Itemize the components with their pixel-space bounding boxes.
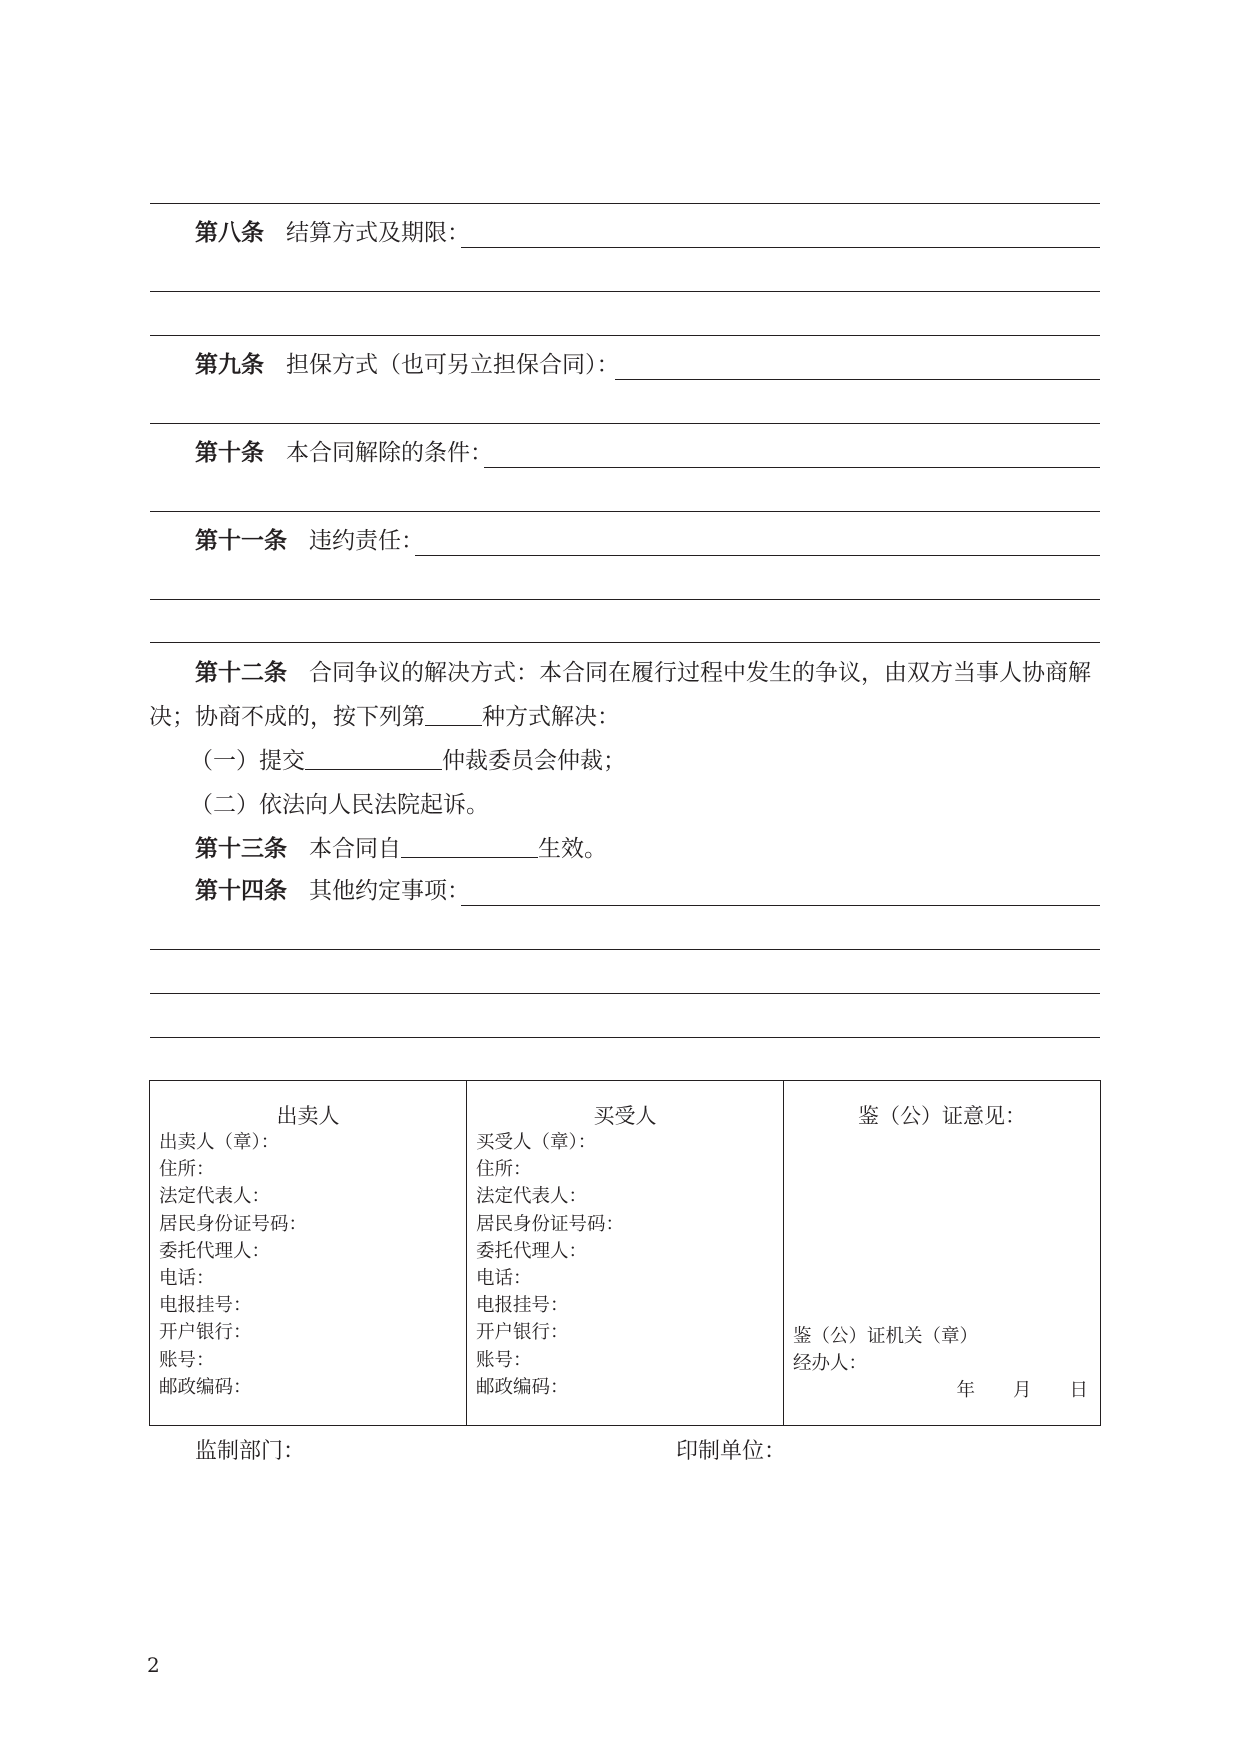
article-11 bbox=[195, 526, 424, 556]
buyer-address-field[interactable]: 住所： bbox=[476, 1159, 532, 1181]
article-13-label: 第十三条 bbox=[195, 836, 287, 862]
article-11-label: 第十一条 bbox=[195, 528, 287, 554]
date-day-label: 日 bbox=[1069, 1380, 1088, 1401]
seller-column bbox=[150, 1081, 466, 1425]
buyer-postcode-field[interactable]: 邮政编码： bbox=[476, 1376, 569, 1398]
article-11-text: 违约责任： bbox=[309, 528, 424, 554]
article-8-label: 第八条 bbox=[195, 220, 264, 246]
supervisor-label: 监制部门： bbox=[195, 1439, 306, 1464]
article-8-text: 结算方式及期限： bbox=[286, 220, 470, 246]
seller-header: 出卖人 bbox=[276, 1104, 340, 1128]
rule-a14-3 bbox=[150, 993, 1100, 994]
buyer-id-number-field[interactable]: 居民身份证号码： bbox=[476, 1213, 625, 1235]
seller-telegraph-field[interactable]: 电报挂号： bbox=[159, 1295, 252, 1317]
article-12-line-1 bbox=[195, 658, 1091, 688]
article-10-fill-line[interactable] bbox=[484, 467, 1100, 468]
rule-a11-2 bbox=[150, 599, 1100, 600]
article-13-suffix: 生效。 bbox=[538, 836, 607, 862]
article-14-label: 第十四条 bbox=[195, 878, 287, 904]
option-1-text: （一）提交 bbox=[190, 748, 305, 774]
article-11-fill-line[interactable] bbox=[415, 555, 1100, 556]
party-signature-table bbox=[149, 1080, 1101, 1426]
buyer-legal-rep-field[interactable]: 法定代表人： bbox=[476, 1186, 588, 1208]
buyer-phone-field[interactable]: 电话： bbox=[476, 1268, 532, 1290]
article-12-option-1 bbox=[190, 746, 626, 776]
notary-org-seal[interactable]: 鉴（公）证机关（章） bbox=[793, 1326, 979, 1347]
article-12-text-1: 合同争议的解决方式：本合同在履行过程中发生的争议，由双方当事人协商解 bbox=[309, 660, 1091, 686]
article-12-label: 第十二条 bbox=[195, 660, 287, 686]
printer-label: 印制单位： bbox=[676, 1439, 787, 1464]
article-13-text: 本合同自 bbox=[309, 836, 401, 862]
article-9-label: 第九条 bbox=[195, 352, 264, 378]
rule-a8-3 bbox=[150, 335, 1100, 336]
rule-a9-2 bbox=[150, 423, 1100, 424]
seller-postcode-field[interactable]: 邮政编码： bbox=[159, 1376, 252, 1398]
seller-legal-rep-field[interactable]: 法定代表人： bbox=[159, 1186, 271, 1208]
notary-column bbox=[783, 1081, 1100, 1425]
rule-a10-2 bbox=[150, 511, 1100, 512]
seller-phone-field[interactable]: 电话： bbox=[159, 1268, 215, 1290]
buyer-column bbox=[466, 1081, 783, 1425]
buyer-telegraph-field[interactable]: 电报挂号： bbox=[476, 1295, 569, 1317]
buyer-agent-field[interactable]: 委托代理人： bbox=[476, 1240, 588, 1262]
buyer-fields bbox=[467, 1129, 783, 1401]
effective-date-blank[interactable] bbox=[401, 835, 538, 858]
article-12-option-2 bbox=[190, 790, 489, 820]
article-8-fill-line[interactable] bbox=[461, 247, 1100, 248]
notary-header: 鉴（公）证意见： bbox=[858, 1104, 1026, 1128]
seller-id-number-field[interactable]: 居民身份证号码： bbox=[159, 1213, 308, 1235]
option-2-text: （二）依法向人民法院起诉。 bbox=[190, 792, 489, 818]
rule-top bbox=[150, 203, 1100, 204]
article-14-fill-line[interactable] bbox=[461, 905, 1100, 906]
article-10 bbox=[195, 438, 493, 468]
article-9-fill-line[interactable] bbox=[615, 379, 1100, 380]
seller-fields bbox=[150, 1129, 466, 1401]
dispute-method-blank[interactable] bbox=[425, 703, 482, 726]
seller-bank-field[interactable]: 开户银行： bbox=[159, 1322, 252, 1344]
notary-date[interactable] bbox=[918, 1377, 1088, 1404]
date-year-label: 年 bbox=[956, 1380, 975, 1401]
seller-seal-field[interactable]: 出卖人（章）： bbox=[159, 1132, 280, 1153]
article-10-label: 第十条 bbox=[195, 440, 264, 466]
date-month-label: 月 bbox=[1012, 1380, 1032, 1401]
article-9-text: 担保方式（也可另立担保合同）： bbox=[286, 352, 620, 378]
option-1-suffix: 仲裁委员会仲裁； bbox=[442, 748, 626, 774]
article-14-text: 其他约定事项： bbox=[309, 878, 470, 904]
buyer-account-field[interactable]: 账号： bbox=[476, 1349, 532, 1371]
article-12-line-2 bbox=[149, 702, 620, 732]
rule-a8-2 bbox=[150, 291, 1100, 292]
article-14 bbox=[195, 876, 470, 906]
rule-a14-4 bbox=[150, 1037, 1100, 1038]
article-10-text: 本合同解除的条件： bbox=[286, 440, 493, 466]
seller-agent-field[interactable]: 委托代理人： bbox=[159, 1240, 271, 1262]
buyer-header: 买受人 bbox=[593, 1104, 657, 1128]
article-12-text-3: 种方式解决： bbox=[482, 704, 620, 730]
rule-a11-3 bbox=[150, 642, 1100, 643]
article-9 bbox=[195, 350, 620, 380]
rule-a14-2 bbox=[150, 949, 1100, 950]
seller-account-field[interactable]: 账号： bbox=[159, 1349, 215, 1371]
page-number: 2 bbox=[147, 1653, 160, 1677]
buyer-seal-field[interactable]: 买受人（章）： bbox=[476, 1132, 597, 1153]
article-8 bbox=[195, 218, 470, 248]
buyer-bank-field[interactable]: 开户银行： bbox=[476, 1322, 569, 1344]
article-12-text-2: 决；协商不成的，按下列第 bbox=[149, 704, 425, 730]
notary-clerk-field[interactable]: 经办人： bbox=[793, 1353, 868, 1374]
seller-address-field[interactable]: 住所： bbox=[159, 1159, 215, 1181]
arbitration-committee-blank[interactable] bbox=[305, 747, 442, 770]
article-13 bbox=[195, 834, 607, 864]
